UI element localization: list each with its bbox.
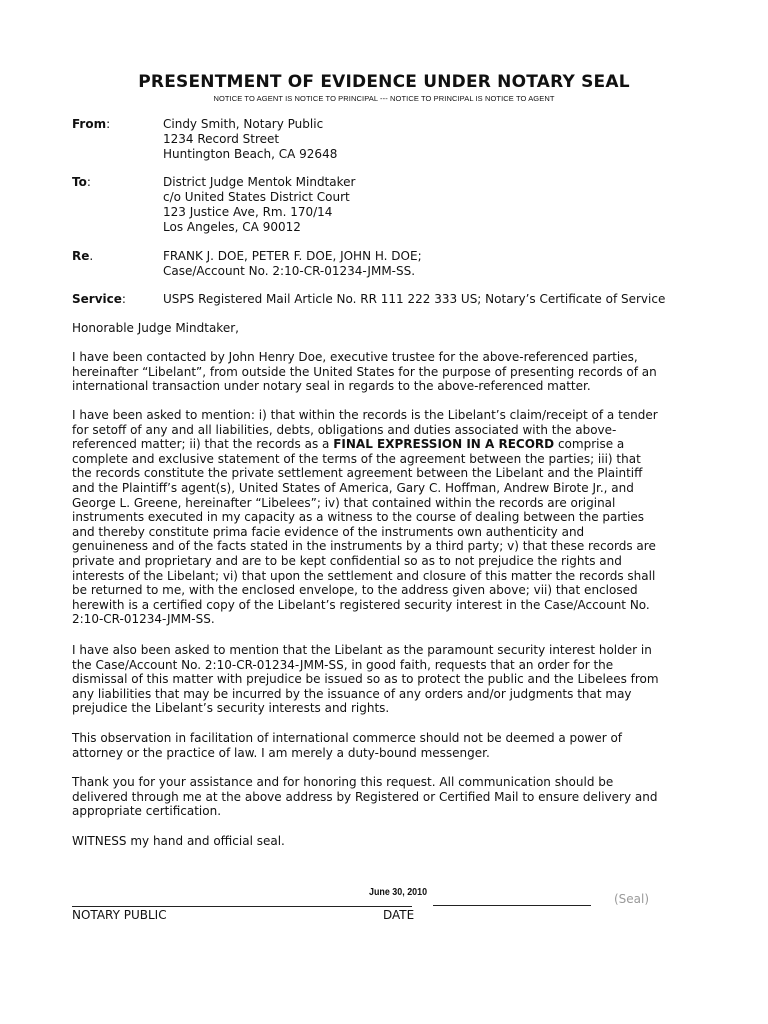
- paragraph-observation: This observation in facilitation of international commerce should not be deemed a power of attorney or the practice of law. I am merely a duty-bound messenger.: [72, 731, 623, 760]
- paragraph-security-interest: I have also been asked to mention that the Libelant as the paramount security interest holder in the Case/Account No. 2:10-CR-01234-JMM-SS, in good faith, requests that an order for the dismissal of this matter with prejudice be issued so as to protect the public and the Libelees from any liabilities that may be incurred by the issuance of any orders and/or judgments that may prejudice the Libelant’s security interests and rights.: [72, 643, 659, 716]
- paragraph-contact: I have been contacted by John Henry Doe, executive trustee for the above-referenced parties, hereinafter “Libelant”, from outside the United States for the purpose of presenting records of an international transaction under notary seal in regards to the above-referenced matter.: [72, 350, 657, 394]
- to-line: District Judge Mentok Mindtaker: [163, 175, 356, 189]
- seal-placeholder: (Seal): [614, 892, 650, 906]
- from-address: [163, 117, 337, 162]
- paragraph-mention: I have been asked to mention: i) that within the records is the Libelant’s claim/receipt of a tender for setoff of any and all liabilities, debts, obligations and duties associated with the above- referenced matter; ii) that the records as a FINAL EXPRESSION IN A RECORD comprise a complete and exclusive statement of the terms of the agreement between the parties; iii) that the records constitute the private settlement agreement between the Libelant and the Plaintiff and the Plaintiff’s agent(s), United States of America, Gary C. Hoffman, Andrew Birote Jr., and George L. Greene, hereinafter “Libelees”; iv) that contained within the records are original instruments executed in my capacity as a witness to the course of dealing between the parties and thereby constitute prima facie evidence of the instruments own authenticity and genuineness and of the facts stated in the instruments by a third party; v) that these records are private and proprietary and are to be kept confidential so as to not prejudice the rights and interests of the Libelant; vi) that upon the settlement and closure of this matter the records shall be returned to me, with the enclosed envelope, to the address given above; vii) that enclosed herewith is a certified copy of the Libelant’s registered security interest in the Case/Account No. 2:10-CR-01234-JMM-SS.: [72, 408, 658, 627]
- re-lines: [163, 249, 422, 279]
- from-label: From:: [72, 117, 111, 131]
- service-label: Service:: [72, 292, 126, 306]
- to-line: Los Angeles, CA 90012: [163, 220, 301, 234]
- service-text: USPS Registered Mail Article No. RR 111 222 333 US; Notary’s Certificate of Service: [163, 292, 666, 306]
- notary-public-label: NOTARY PUBLIC: [72, 908, 167, 922]
- to-line: c/o United States District Court: [163, 190, 350, 204]
- from-line: Huntington Beach, CA 92648: [163, 147, 338, 161]
- from-line: Cindy Smith, Notary Public: [163, 117, 324, 131]
- paragraph-thanks: Thank you for your assistance and for honoring this request. All communication should be delivered through me at the above address by Registered or Certified Mail to ensure delivery and appropriate certification.: [72, 775, 658, 819]
- from-line: 1234 Record Street: [163, 132, 280, 146]
- notary-signature-line: [72, 906, 412, 907]
- final-expression-emphasis: FINAL EXPRESSION IN A RECORD: [333, 437, 555, 452]
- salutation: Honorable Judge Mindtaker,: [72, 321, 239, 335]
- to-label: To:: [72, 175, 91, 189]
- date-label: DATE: [383, 908, 415, 922]
- date-signature-line: [433, 905, 591, 906]
- re-line: Case/Account No. 2:10-CR-01234-JMM-SS.: [163, 264, 416, 278]
- to-address: [163, 175, 355, 235]
- document-subtitle: NOTICE TO AGENT IS NOTICE TO PRINCIPAL --- NOTICE TO PRINCIPAL IS NOTICE TO AGENT: [213, 94, 555, 103]
- to-line: 123 Justice Ave, Rm. 170/14: [163, 205, 333, 219]
- re-label: Re.: [72, 249, 94, 263]
- witness-line: WITNESS my hand and official seal.: [72, 834, 285, 848]
- handwritten-date: June 30, 2010: [369, 886, 428, 898]
- document-title: PRESENTMENT OF EVIDENCE UNDER NOTARY SEAL: [138, 72, 630, 92]
- re-line: FRANK J. DOE, PETER F. DOE, JOHN H. DOE;: [163, 249, 422, 263]
